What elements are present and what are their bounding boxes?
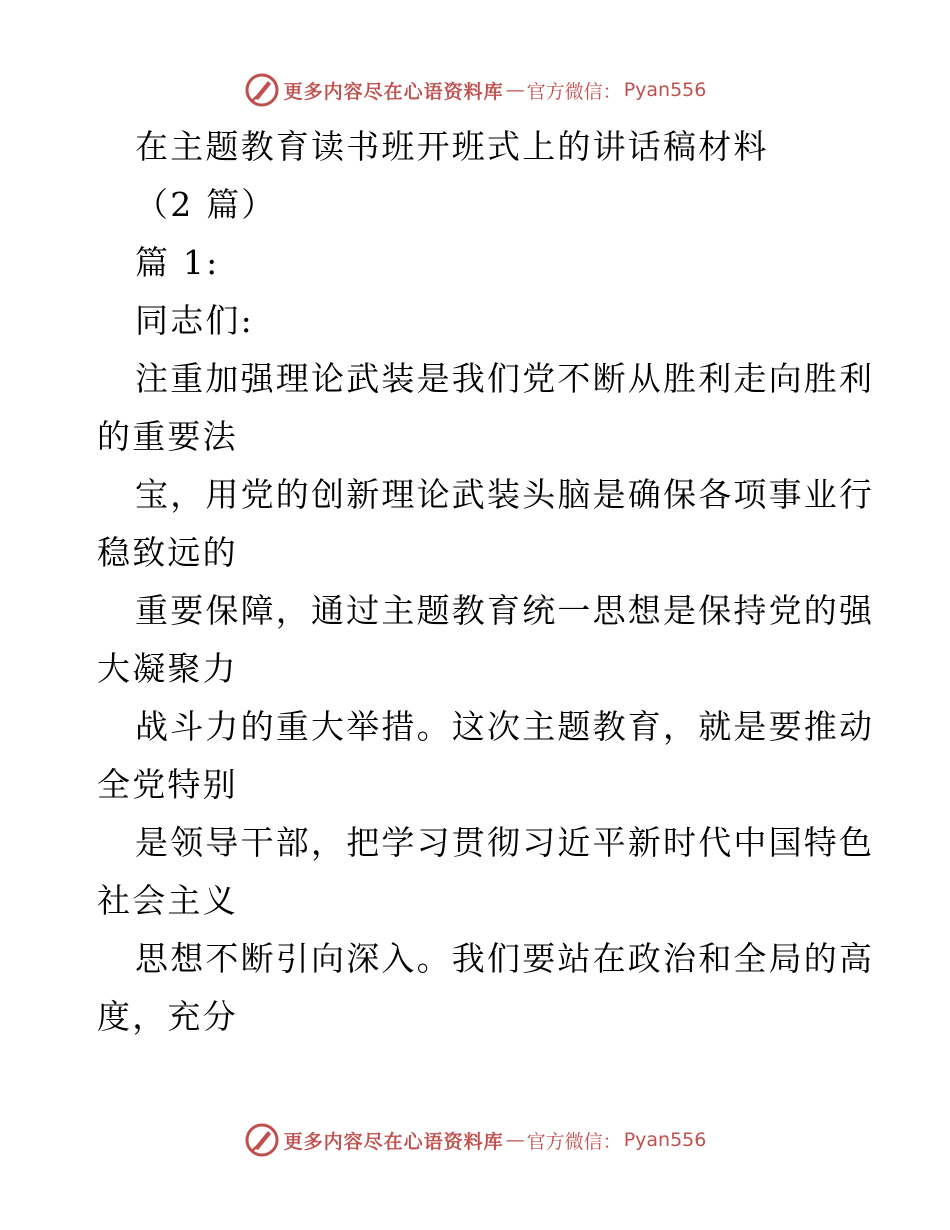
body-line: 稳致远的 [97, 533, 238, 572]
watermark-dash: — [505, 79, 525, 101]
body-line: 宝，用党的创新理论武装头脑是确保各项事业行 [135, 475, 875, 514]
body-line: 社会主义 [97, 881, 238, 920]
body-line: 思想不断引向深入。我们要站在政治和全局的高 [135, 939, 875, 978]
quill-pen-logo-icon [244, 72, 280, 108]
body-line: 大凝聚力 [97, 649, 238, 688]
watermark-brand: 更多内容尽在心语资料库 [283, 80, 504, 103]
watermark-brand: 更多内容尽在心语资料库 [283, 1130, 504, 1153]
quill-pen-logo-icon [244, 1122, 280, 1158]
document-subtitle: （2 篇） [135, 185, 277, 224]
salutation: 同志们: [135, 301, 254, 340]
section-heading: 篇 1: [135, 243, 220, 282]
watermark-handle: Pyan556 [623, 79, 707, 101]
body-line: 重要保障，通过主题教育统一思想是保持党的强 [135, 591, 875, 630]
body-line: 是领导干部，把学习贯彻习近平新时代中国特色 [135, 823, 875, 862]
body-line: 度，充分 [97, 997, 238, 1036]
watermark-dash: — [505, 1129, 525, 1151]
watermark-wechat-label: 官方微信： [526, 80, 622, 103]
watermark-handle: Pyan556 [623, 1129, 707, 1151]
header-watermark [0, 70, 950, 110]
document-title: 在主题教育读书班开班式上的讲话稿材料 [135, 127, 769, 166]
body-line: 的重要法 [97, 417, 238, 456]
watermark-wechat-label: 官方微信： [526, 1130, 622, 1153]
footer-watermark [0, 1120, 950, 1160]
body-line: 战斗力的重大举措。这次主题教育，就是要推动 [135, 707, 875, 746]
body-line: 全党特别 [97, 765, 238, 804]
body-line: 注重加强理论武装是我们党不断从胜利走向胜利 [135, 359, 875, 398]
document-body [97, 118, 875, 1046]
